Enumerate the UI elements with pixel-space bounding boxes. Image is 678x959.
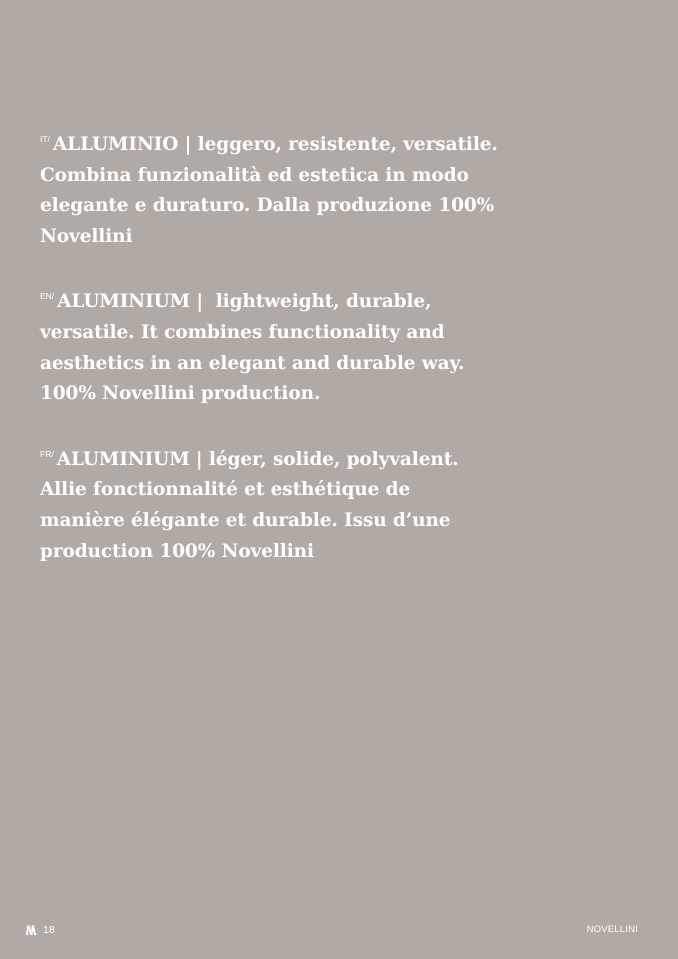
paragraph-fr bbox=[40, 439, 640, 567]
text-line-content: ALUMINIUM | léger, solide, polyvalent. bbox=[56, 448, 459, 470]
paragraph-it bbox=[40, 124, 640, 252]
text-line: versatile. It combines functionality and bbox=[40, 321, 445, 343]
language-label-en: EN/ bbox=[40, 291, 55, 302]
text-line-content: ALLUMINIO | leggero, resistente, versatile. bbox=[52, 134, 498, 155]
content bbox=[40, 124, 640, 596]
language-label-it: IT/ bbox=[40, 134, 50, 144]
footer-left bbox=[26, 924, 55, 936]
page-number: 18 bbox=[43, 924, 55, 936]
text-line-content: ALUMINIUM | lightweight, durable, bbox=[57, 291, 432, 313]
text-line: manière élégante et durable. Issu d’une bbox=[40, 509, 451, 531]
language-label-fr: FR/ bbox=[40, 448, 54, 459]
text-line: Novellini bbox=[40, 225, 133, 247]
text-line: elegante e duraturo. Dalla produzione 100% bbox=[40, 195, 495, 217]
brand-name: NOVELLINI bbox=[586, 924, 638, 935]
section-en bbox=[40, 281, 640, 409]
text-line: 100% Novellini production. bbox=[40, 383, 321, 405]
novellini-logo-icon bbox=[26, 925, 37, 935]
paragraph-en bbox=[40, 281, 640, 409]
text-line bbox=[40, 281, 640, 318]
text-line: aesthetics in an elegant and durable way. bbox=[40, 352, 465, 374]
section-it bbox=[40, 124, 640, 252]
text-line bbox=[40, 439, 640, 476]
section-fr bbox=[40, 439, 640, 567]
text-line: production 100% Novellini bbox=[40, 540, 314, 562]
text-line bbox=[40, 124, 640, 161]
text-line: Allie fonctionnalité et esthétique de bbox=[40, 479, 411, 501]
text-line: Combina funzionalità ed estetica in modo bbox=[40, 164, 469, 186]
